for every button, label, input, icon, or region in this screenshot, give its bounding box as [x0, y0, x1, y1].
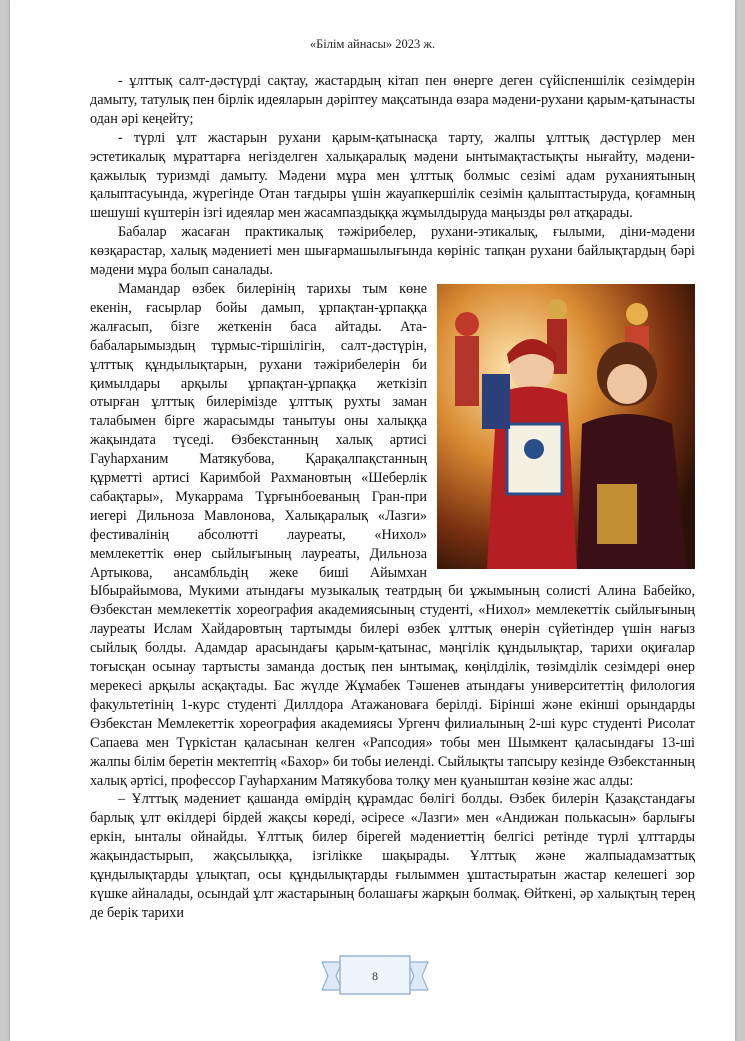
page-number-ribbon [320, 950, 430, 1002]
document-page [10, 0, 735, 1041]
photo-illustration [437, 284, 695, 569]
article-body [90, 72, 695, 923]
paragraph-4: Мамандар өзбек билерінің тарихы тым көне екенін, ғасырлар бойы дамып, ұрпақтан-ұрпаққа жалғасып, бізге жеткенін баса айтады. Ата-бабаларымыздың тұрмыс-тіршілігін, салт-дәстүрін, ұлттық құндылықтарын, рухани тәжірибелерін би қимылдары арқылы ұрпақтан-ұрпаққа жеткізіп отырған ұлттық билерімізде ұлттық рухты заман талабымен бірге жарасымды танытуы оны халыққа жақындата түседі. Өзбекстанның халық артисі Гауһарханим Матякубова, Қарақалпақстанның құрметті артисі Каримбой Рахмановтың «Шеберлік сабақтары», Мукаррама Тұрғынбоеваның Гран-при иегері Дильноза Мавлонова, Халықаралық «Лазги» фестивалінің абсолютті лауреаты, «Нихол» мемлекеттік өнер сыйлығының лауреаты, Дильноза Артыкова, ансамбльдің жеке биші Айымхан Ыбырайымова, Мукими атындағы музыкалық театрдың би ұжымының солисті Алина Бабейко, Өзбекстан мемлекеттік хореография академиясының студенті, «Нихол» мемлекеттік сыйлығының лауреаты Ислам Хайдаровтың тартымды билері өзбек ұлттық өнерін сүйетіндер үшін нағыз сыйлық болды. Адамдар арасындағы қарым-қатынас, мәңгілік құндылықтар, тарихи оқиғалар тоғысқан осынау тартысты заманда достық пен ынтымақ, көңілділік, төзімділік сезімдері өнер мерекесі арқылы асқақтады. Бас жүлде Жұмабек Тәшенев атындағы университеттің филология факультетінің 1-курс студенті Диллдора Атажановаға берілді. Бірінші және екінші орындарды Өзбекстан Мемлекеттік хореография академиясы Ургенч филиалының 2-ші курс студенті Рисолат Сапаева мен Түркістан қаласынан келген «Рапсодия» тобы мен Шымкент қаласындағы 13-ші жалпы білім беретін мектептің «Бахор» би тобы иеленді. Сыйлықты тапсыру кезінде Өзбекстанның халық әртісі, профессор Гауһарханим Матякубова толқу мен қуаныштан көзіне жас алды: [90, 280, 695, 789]
paragraph-5: – Ұлттық мәдениет қашанда өмірдің құрамдас бөлігі болды. Өзбек билерін Қазақстандағы барлық ұлт өкілдері бірдей жақсы көреді, әсіресе «Лазги» мен «Андижан полькасын» барлығы еркін, ынталы ойнайды. Ұлттық билер бірегей мәдениеттің белгісі ретінде түрлі ұлттарды жақындастырып, жақсылыққа, ізгілікке шақырады. Ұлттық және жалпыадамзаттық құндылықтарды ұлықтап, осы құндылықтарды ғылыммен ұштастыратын жастар келешегі зор күшке айналады, осындай ұлт жастарының болашағы жарқын болмақ. Өйткені, әр халықтың терең де берік тарихи [90, 791, 695, 921]
award-ceremony-photo [437, 284, 695, 569]
paragraph-2: - түрлі ұлт жастарын рухани қарым-қатынасқа тарту, жалпы ұлттық дәстүрлер мен эстетикалық мұраттарға негізделген халықаралық мәдени ынтымақтастықты нығайту, мәдени-қажылық туризмді дамыту. Мәдени мұра мен ұлттық болмыс сезімі адам руханиятының қалыптасуында, жүрегінде Отан тағдыры үшін жауапкершілік сезімін қалыптастыруда, қоғамның шешуші күштерін ізгі идеялар мен жасампаздыққа жұмылдыруда маңызды рөл атқарады. [90, 129, 695, 222]
page-header: «Білім айнасы» 2023 ж. [309, 37, 436, 51]
paragraph-1: - ұлттық салт-дәстүрді сақтау, жастардың кітап пен өнерге деген сүйіспеншілік сезімдерін дамыту, татулық пен бірлік идеяларын дәріптеу мақсатында өзара мәдени-рухани қарым-қатынасты одан әрі кеңейту; [90, 73, 695, 127]
paragraph-3: Бабалар жасаған практикалық тәжірибелер, рухани-этикалық, ғылыми, діни-мәдени көзқарастар, халық мәдениеті мен шығармашылығында көрініс тапқан рухани байлықтардың бәрі мәдени мұра болып саналады. [90, 224, 695, 279]
page-number: 8 [372, 969, 378, 983]
